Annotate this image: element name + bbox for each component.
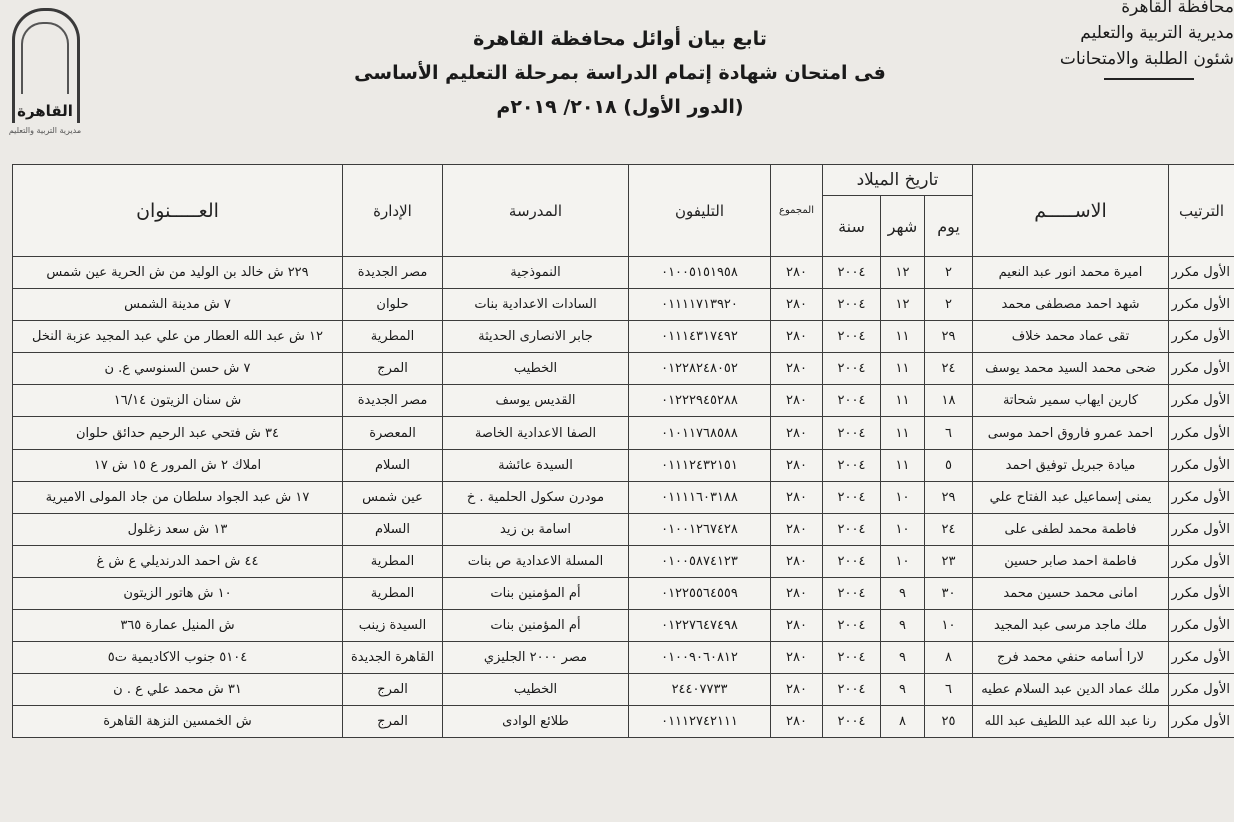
cell-address: ٣١ ش محمد علي ع . ن [13,674,343,706]
cell-name: كارين ايهاب سمير شحاتة [973,385,1169,417]
cell-day: ٥ [925,449,973,481]
table-row [13,481,1234,513]
cell-year: ٢٠٠٤ [823,449,881,481]
cell-year: ٢٠٠٤ [823,577,881,609]
cell-address: ٤٤ ش احمد الدرنديلي ع ش غ [13,545,343,577]
cell-school: أم المؤمنين بنات [443,577,629,609]
cell-school: السادات الاعدادية بنات [443,289,629,321]
cell-rank: الأول مكرر [1169,353,1234,385]
cell-rank: الأول مكرر [1169,417,1234,449]
cell-rank: الأول مكرر [1169,257,1234,289]
cell-day: ٢٤ [925,353,973,385]
col-header-school: المدرسة [443,165,629,257]
cell-phone: ٠١٠١١٧٦٨٥٨٨ [629,417,771,449]
col-header-address: العـــــنوان [13,165,343,257]
cell-name: فاطمة محمد لطفى على [973,513,1169,545]
cell-phone: ٠١١١٤٣١٧٤٩٢ [629,321,771,353]
org-line-2: مديرية التربية والتعليم [1080,23,1234,43]
cell-school: اسامة بن زيد [443,513,629,545]
table-row [13,610,1234,642]
cell-admin: المرج [343,353,443,385]
cell-school: الخطيب [443,353,629,385]
cell-day: ١٠ [925,610,973,642]
cell-name: ملك ماجد مرسى عبد المجيد [973,610,1169,642]
cell-month: ١١ [881,449,925,481]
cell-phone: ٠١٢٢٨٢٤٨٠٥٢ [629,353,771,385]
cell-school: مودرن سكول الحلمية . خ [443,481,629,513]
cell-total: ٢٨٠ [771,257,823,289]
cell-school: القديس يوسف [443,385,629,417]
cell-phone: ٠١٢٢٢٩٤٥٢٨٨ [629,385,771,417]
cell-year: ٢٠٠٤ [823,706,881,738]
cell-admin: المطرية [343,321,443,353]
cell-phone: ٠١٠٠٥١٥١٩٥٨ [629,257,771,289]
cell-school: السيدة عائشة [443,449,629,481]
cell-month: ١١ [881,417,925,449]
cell-address: املاك ٢ ش المرور ع ١٥ ش ١٧ [13,449,343,481]
cell-total: ٢٨٠ [771,289,823,321]
cell-day: ٢ [925,257,973,289]
table-row [13,577,1234,609]
cell-month: ٩ [881,674,925,706]
cell-total: ٢٨٠ [771,674,823,706]
table-row [13,545,1234,577]
col-header-admin: الإدارة [343,165,443,257]
results-table [12,164,1234,738]
cell-day: ٢٤ [925,513,973,545]
cell-address: ١٢ ش عبد الله العطار من علي عبد المجيد عزبة النخل [13,321,343,353]
cell-month: ١٠ [881,545,925,577]
cell-month: ١١ [881,353,925,385]
cell-admin: مصر الجديدة [343,257,443,289]
results-table-body [13,257,1234,738]
cell-day: ١٨ [925,385,973,417]
title-line-3: (الدور الأول) ٢٠١٨/ ٢٠١٩م [496,96,744,118]
cell-day: ٢٩ [925,481,973,513]
cell-name: تقى عماد محمد خلاف [973,321,1169,353]
cell-name: ميادة جبريل توفيق احمد [973,449,1169,481]
cell-year: ٢٠٠٤ [823,674,881,706]
cell-total: ٢٨٠ [771,385,823,417]
cell-address: ٢٢٩ ش خالد بن الوليد من ش الحرية عين شمس [13,257,343,289]
cell-admin: السلام [343,513,443,545]
cell-school: المسلة الاعدادية ص بنات [443,545,629,577]
logo-arch-inner [21,22,69,94]
cell-year: ٢٠٠٤ [823,321,881,353]
cell-phone: ٠١١١٢٤٣٢١٥١ [629,449,771,481]
table-row [13,353,1234,385]
col-header-rank: الترتيب [1169,165,1234,257]
cell-month: ١٠ [881,481,925,513]
cell-school: جابر الانصارى الحديثة [443,321,629,353]
col-header-month: شهر [881,196,925,257]
cell-address: ١٠ ش هاتور الزيتون [13,577,343,609]
title-line-1: تابع بيان أوائل محافظة القاهرة [473,28,767,50]
cell-total: ٢٨٠ [771,545,823,577]
col-header-dob: تاريخ الميلاد [823,165,973,196]
cell-address: ش المنيل عمارة ٣٦٥ [13,610,343,642]
table-row [13,642,1234,674]
cell-phone: ٠١١١٢٧٤٢١١١ [629,706,771,738]
cell-address: ش سنان الزيتون ١٦/١٤ [13,385,343,417]
cell-total: ٢٨٠ [771,481,823,513]
table-row [13,289,1234,321]
table-row [13,449,1234,481]
cell-total: ٢٨٠ [771,321,823,353]
table-row [13,706,1234,738]
cell-admin: عين شمس [343,481,443,513]
cell-month: ١١ [881,385,925,417]
cell-address: ٧ ش حسن السنوسي ع. ن [13,353,343,385]
cell-phone: ٠١١١١٦٠٣١٨٨ [629,481,771,513]
title-line-2: فى امتحان شهادة إتمام الدراسة بمرحلة التعليم الأساسى [354,62,886,84]
cell-name: فاطمة احمد صابر حسين [973,545,1169,577]
cell-rank: الأول مكرر [1169,385,1234,417]
cell-admin: المطرية [343,545,443,577]
cell-rank: الأول مكرر [1169,481,1234,513]
cell-day: ٢٩ [925,321,973,353]
cell-year: ٢٠٠٤ [823,385,881,417]
col-header-phone: التليفون [629,165,771,257]
cell-school: أم المؤمنين بنات [443,610,629,642]
cell-month: ١١ [881,321,925,353]
logo-name: القاهرة [17,102,73,120]
cairo-logo [8,8,82,146]
cell-name: اميرة محمد انور عبد النعيم [973,257,1169,289]
cell-school: الصفا الاعدادية الخاصة [443,417,629,449]
cell-phone: ٠١٠٠٥٨٧٤١٢٣ [629,545,771,577]
org-header [1004,0,1234,80]
cell-total: ٢٨٠ [771,706,823,738]
cell-total: ٢٨٠ [771,577,823,609]
cell-school: مصر ٢٠٠٠ الجليزي [443,642,629,674]
cell-admin: السلام [343,449,443,481]
cell-name: ضحى محمد السيد محمد يوسف [973,353,1169,385]
cell-rank: الأول مكرر [1169,642,1234,674]
cell-year: ٢٠٠٤ [823,481,881,513]
cell-phone: ٠١٠٠١٢٦٧٤٢٨ [629,513,771,545]
table-row [13,385,1234,417]
cell-year: ٢٠٠٤ [823,545,881,577]
cell-school: الخطيب [443,674,629,706]
cell-name: امانى محمد حسين محمد [973,577,1169,609]
cell-phone: ٢٤٤٠٧٧٣٣ [629,674,771,706]
cell-admin: المعصرة [343,417,443,449]
table-row [13,674,1234,706]
cell-month: ١٢ [881,289,925,321]
col-header-day: يوم [925,196,973,257]
cell-year: ٢٠٠٤ [823,417,881,449]
cell-total: ٢٨٠ [771,417,823,449]
cell-day: ٦ [925,674,973,706]
cell-address: ٧ ش مدينة الشمس [13,289,343,321]
cell-rank: الأول مكرر [1169,545,1234,577]
cell-address: ش الخمسين النزهة القاهرة [13,706,343,738]
cell-month: ١٢ [881,257,925,289]
table-row [13,513,1234,545]
cell-name: رنا عبد الله عبد اللطيف عبد الله [973,706,1169,738]
cell-year: ٢٠٠٤ [823,289,881,321]
cell-rank: الأول مكرر [1169,513,1234,545]
document-title [340,22,900,124]
cell-name: احمد عمرو فاروق احمد موسى [973,417,1169,449]
cell-phone: ٠١١١١٧١٣٩٢٠ [629,289,771,321]
cell-name: يمنى إسماعيل عبد الفتاح علي [973,481,1169,513]
cell-admin: حلوان [343,289,443,321]
cell-address: ١٣ ش سعد زغلول [13,513,343,545]
col-header-year: سنة [823,196,881,257]
cell-admin: السيدة زينب [343,610,443,642]
cell-admin: المرج [343,706,443,738]
cell-admin: المطرية [343,577,443,609]
cell-phone: ٠١٢٢٥٥٦٤٥٥٩ [629,577,771,609]
cell-admin: القاهرة الجديدة [343,642,443,674]
cell-total: ٢٨٠ [771,610,823,642]
cell-admin: مصر الجديدة [343,385,443,417]
cell-name: لارا أسامه حنفي محمد فرج [973,642,1169,674]
cell-rank: الأول مكرر [1169,610,1234,642]
cell-month: ٩ [881,577,925,609]
cell-address: ١٧ ش عبد الجواد سلطان من جاد المولى الاميرية [13,481,343,513]
org-line-3: شئون الطلبة والامتحانات [1059,49,1234,69]
cell-day: ٨ [925,642,973,674]
cell-school: النموذجية [443,257,629,289]
cell-rank: الأول مكرر [1169,289,1234,321]
cell-name: ملك عماد الدين عبد السلام عطيه [973,674,1169,706]
cell-phone: ٠١٢٢٧٦٤٧٤٩٨ [629,610,771,642]
table-row [13,257,1234,289]
cell-admin: المرج [343,674,443,706]
col-header-name: الاســـــم [973,165,1169,257]
cell-total: ٢٨٠ [771,642,823,674]
table-row [13,417,1234,449]
org-line-1: محافظة القاهرة [1121,0,1234,17]
cell-month: ١٠ [881,513,925,545]
cell-phone: ٠١٠٠٩٠٦٠٨١٢ [629,642,771,674]
cell-rank: الأول مكرر [1169,577,1234,609]
cell-day: ٢٥ [925,706,973,738]
cell-name: شهد احمد مصطفى محمد [973,289,1169,321]
cell-month: ٩ [881,610,925,642]
cell-rank: الأول مكرر [1169,449,1234,481]
cell-year: ٢٠٠٤ [823,257,881,289]
cell-rank: الأول مكرر [1169,706,1234,738]
cell-school: طلائع الوادى [443,706,629,738]
cell-total: ٢٨٠ [771,449,823,481]
cell-year: ٢٠٠٤ [823,513,881,545]
cell-month: ٨ [881,706,925,738]
cell-total: ٢٨٠ [771,353,823,385]
cell-day: ٣٠ [925,577,973,609]
header-underline [1104,72,1194,80]
logo-subtitle: مديرية التربية والتعليم [8,126,82,135]
cell-address: ٥١٠٤ جنوب الاكاديمية ت٥ [13,642,343,674]
cell-rank: الأول مكرر [1169,321,1234,353]
table-row [13,321,1234,353]
col-header-total: المجموع [771,165,823,257]
cell-year: ٢٠٠٤ [823,642,881,674]
cell-total: ٢٨٠ [771,513,823,545]
cell-year: ٢٠٠٤ [823,610,881,642]
cell-rank: الأول مكرر [1169,674,1234,706]
cell-address: ٣٤ ش فتحي عبد الرحيم حدائق حلوان [13,417,343,449]
cell-day: ٢ [925,289,973,321]
cell-day: ٦ [925,417,973,449]
cell-year: ٢٠٠٤ [823,353,881,385]
cell-month: ٩ [881,642,925,674]
cell-day: ٢٣ [925,545,973,577]
